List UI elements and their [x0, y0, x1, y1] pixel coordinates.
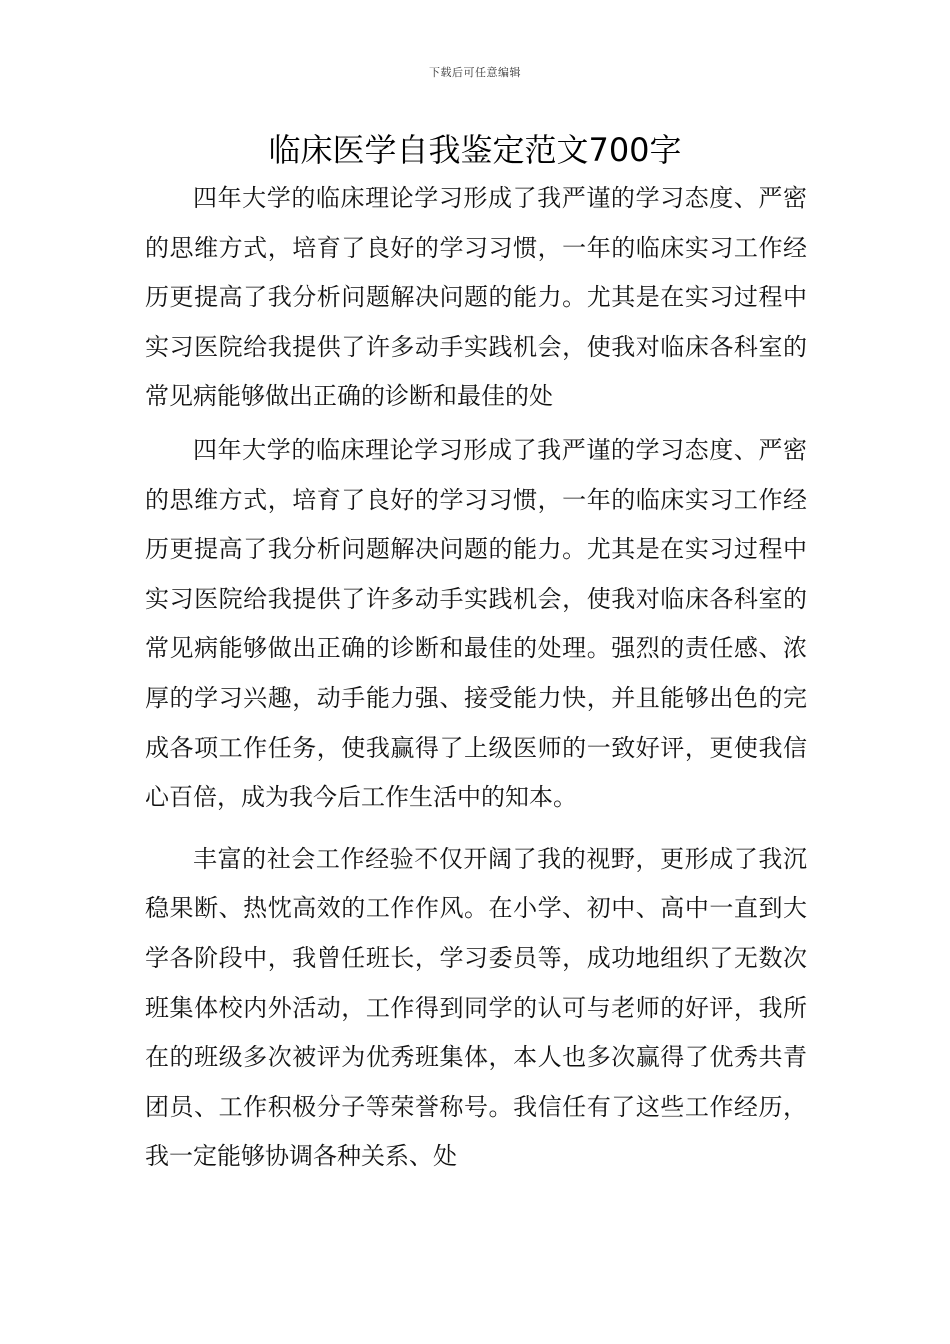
header-note: 下载后可任意编辑 [429, 66, 521, 79]
document-body [145, 174, 807, 1182]
paragraph: 四年大学的临床理论学习形成了我严谨的学习态度、严密的思维方式，培育了良好的学习习惯，一年的临床实习工作经历更提高了我分析问题解决问题的能力。尤其是在实习过程中实习医院给我提供了许多动手实践机会，使我对临床各科室的常见病能够做出正确的诊断和最佳的处理。强烈的责任感、浓厚的学习兴趣，动手能力强、接受能力快，并且能够出色的完成各项工作任务，使我赢得了上级医师的一致好评，更使我信心百倍，成为我今后工作生活中的知本。 [145, 435, 807, 812]
document-title: 临床医学自我鉴定范文700字 [268, 131, 682, 169]
paragraph: 四年大学的临床理论学习形成了我严谨的学习态度、严密的思维方式，培育了良好的学习习惯，一年的临床实习工作经历更提高了我分析问题解决问题的能力。尤其是在实习过程中实习医院给我提供了许多动手实践机会，使我对临床各科室的常见病能够做出正确的诊断和最佳的处 [145, 184, 807, 411]
paragraph: 丰富的社会工作经验不仅开阔了我的视野，更形成了我沉稳果断、热忱高效的工作作风。在小学、初中、高中一直到大学各阶段中，我曾任班长，学习委员等，成功地组织了无数次班集体校内外活动，工作得到同学的认可与老师的好评，我所在的班级多次被评为优秀班集体，本人也多次赢得了优秀共青团员、工作积极分子等荣誉称号。我信任有了这些工作经历，我一定能够协调各种关系、处 [145, 844, 807, 1171]
